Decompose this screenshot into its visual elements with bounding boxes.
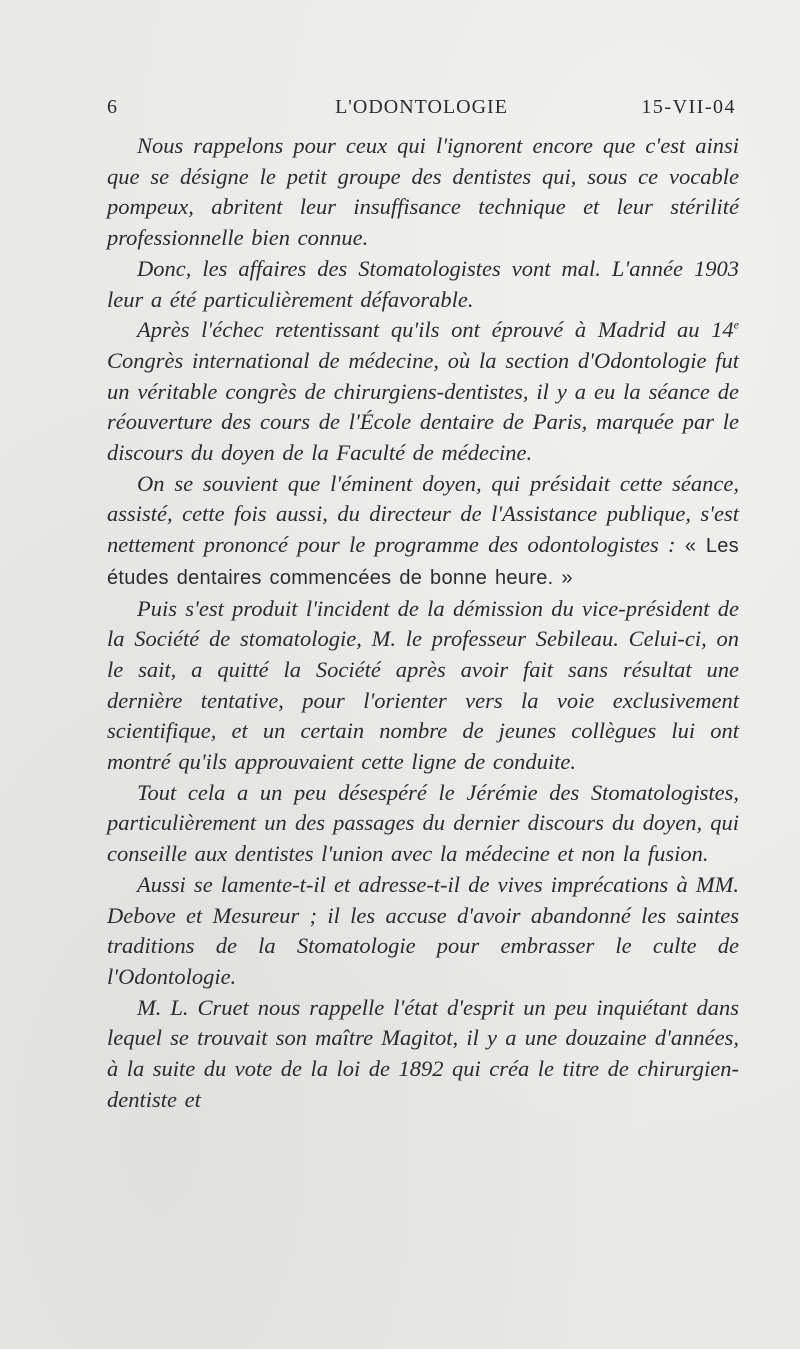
page-number: 6 (107, 96, 118, 118)
issue-date: 15-VII-04 (641, 96, 736, 118)
ordinal-suffix: e (733, 317, 739, 332)
paragraph: Puis s'est produit l'incident de la démission du vice-président de la Société de stomatologie, M. le professeur Sebileau. Celui-ci, on le sait, a quitté la Société après avoir fait sans résultat une dernière tentative, pour l'orienter vers la voie exclusivement scientifique, et un certain nombre de jeunes collègues lui ont montré qu'ils approuvaient cette ligne de conduite. (107, 595, 739, 775)
article-body (107, 131, 739, 1116)
paragraph-text: Après l'échec retentissant qu'ils ont éprouvé à Madrid au 14 (137, 317, 734, 343)
paragraph: Tout cela a un peu désespéré le Jérémie des Stomatologistes, particulièrement un des passages du dernier discours du doyen, qui conseille aux dentistes l'union avec la médecine et non la fusion. (107, 779, 739, 867)
paragraph: Nous rappelons pour ceux qui l'ignorent encore que c'est ainsi que se désigne le petit groupe des dentistes qui, sous ce vocable pompeux, abritent leur insuffisance technique et leur stérilité professionnelle bien connue. (107, 133, 739, 251)
running-header (107, 96, 736, 128)
paragraph: Donc, les affaires des Stomatologistes vont mal. L'année 1903 leur a été particulièrement défavorable. (107, 255, 739, 312)
paragraph: Aussi se lamente-t-il et adresse-t-il de vives imprécations à MM. Debove et Mesureur ; il les accuse d'avoir abandonné les saintes traditions de la Stomatologie pour embrasser le culte de l'Odontologie. (107, 871, 739, 989)
paragraph (107, 315, 739, 469)
paragraph-text: Congrès international de médecine, où la section d'Odontologie fut un véritable congrès de chirurgiens-dentistes, il y a eu la séance de réouverture des cours de l'École dentaire de Paris, marquée par le discours du doyen de la Faculté de médecine. (107, 347, 739, 466)
quotation: « Les études dentaires commencées de bonne heure. » (107, 535, 739, 589)
paragraph-text: On se souvient que l'éminent doyen, qui présidait cette séance, assisté, cette fois aussi, du directeur de l'Assistance publique, s'est nettement prononcé pour le programme des odontologistes : (107, 470, 739, 558)
paragraph: M. L. Cruet nous rappelle l'état d'esprit un peu inquiétant dans lequel se trouvait son maître Magitot, il y a une douzaine d'années, à la suite du vote de la loi de 1892 qui créa le titre de chirurgien-dentiste et (107, 994, 739, 1112)
paragraph (107, 469, 739, 594)
journal-title: L'ODONTOLOGIE (335, 96, 508, 118)
